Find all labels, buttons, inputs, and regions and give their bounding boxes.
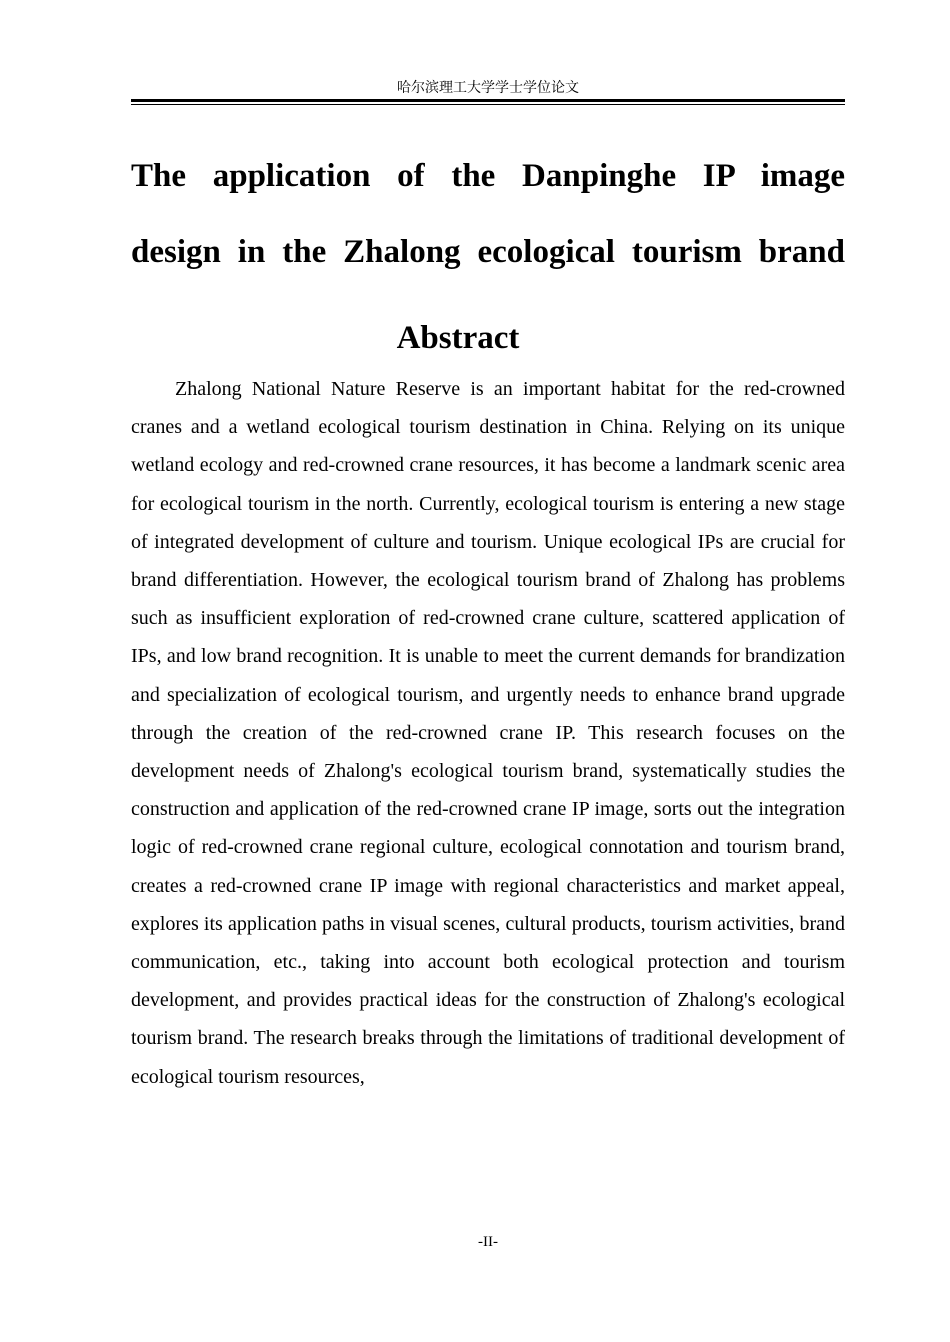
running-header: 哈尔滨理工大学学士学位论文	[397, 80, 579, 96]
thesis-title-line-2: design in the Zhalong ecological tourism brand	[131, 234, 845, 270]
header-rule-thick	[131, 99, 845, 102]
thesis-title	[131, 138, 845, 290]
page-number: -II-	[478, 1234, 498, 1250]
header-rule-thin	[131, 104, 845, 105]
abstract-heading: Abstract	[396, 320, 520, 356]
thesis-title-line-1: The application of the Danpinghe IP image	[131, 158, 845, 194]
abstract-body: Zhalong National Nature Reserve is an important habitat for the red-crowned cranes and a wetland ecological tourism destination in China. Relying on its unique wetland ecology and red-crowned crane resources, it has become a landmark scenic area for ecological tourism in the north. Currently, ecological tourism is entering a new stage of integrated development of culture and tourism. Unique ecological IPs are crucial for brand differentiation. However, the ecological tourism brand of Zhalong has problems such as insufficient exploration of red-crowned crane culture, scattered application of IPs, and low brand recognition. It is unable to meet the current demands for brandization and specialization of ecological tourism, and urgently needs to enhance brand upgrade through the creation of the red-crowned crane IP. This research focuses on the development needs of Zhalong's ecological tourism brand, systematically studies the construction and application of the red-crowned crane IP image, sorts out the integration logic of red-crowned crane regional culture, ecological connotation and tourism brand, creates a red-crowned crane IP image with regional characteristics and market appeal, explores its application paths in visual scenes, cultural products, tourism activities, brand communication, etc., taking into account both ecological protection and tourism development, and provides practical ideas for the construction of Zhalong's ecological tourism brand. The research breaks through the limitations of traditional development of ecological tourism resources,	[131, 378, 845, 1088]
